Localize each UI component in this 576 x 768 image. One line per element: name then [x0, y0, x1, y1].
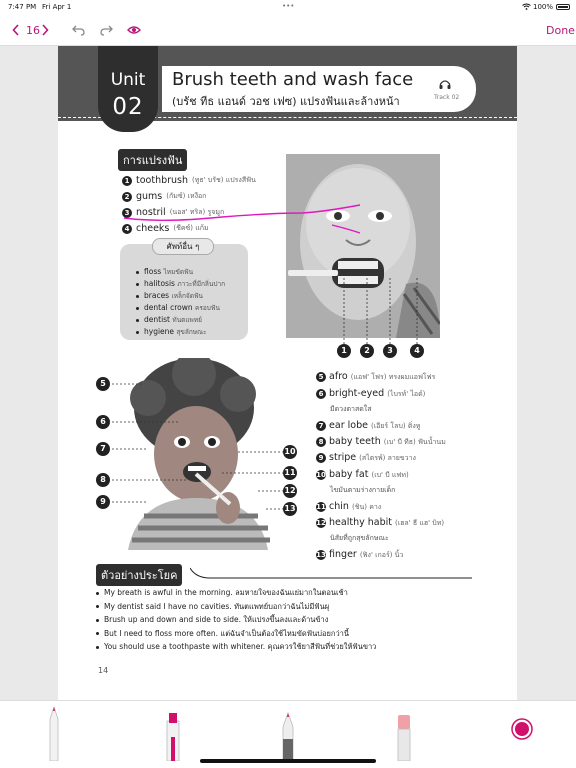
prev-page-icon[interactable]: [12, 14, 20, 46]
vocab-number: 9: [316, 453, 326, 463]
other-word-th: ทันตแพทย์: [172, 316, 202, 324]
other-word: halitosis: [144, 279, 175, 288]
multitasking-dots-icon[interactable]: •••: [282, 2, 295, 10]
vocab-word: baby teeth: [329, 436, 381, 447]
vocab-pron: (ไบรท์' ไอด์): [387, 390, 426, 398]
other-word: floss: [144, 267, 162, 276]
vocab-number: 8: [316, 437, 326, 447]
list-item: [96, 600, 376, 614]
redo-icon[interactable]: [99, 14, 113, 46]
unit-label: Unit: [110, 70, 146, 90]
other-word: hygiene: [144, 327, 175, 336]
callout-3: 3: [383, 344, 397, 358]
status-time: 7:47 PM: [8, 3, 37, 11]
vocab-word: ear lobe: [329, 420, 368, 431]
callout-2: 2: [360, 344, 374, 358]
pencil-tool-icon[interactable]: [280, 711, 296, 761]
list-item: [96, 613, 376, 627]
vocab-word: bright-eyed: [329, 388, 385, 399]
vocab-item: [316, 517, 444, 529]
vocab-item: [316, 371, 435, 383]
ink-annotation-stroke: [122, 201, 362, 261]
markup-toolbar: [0, 700, 576, 768]
list-item: [136, 278, 225, 290]
vocab-item: [316, 388, 425, 400]
page-number: 14: [98, 666, 109, 675]
list-item: [136, 302, 225, 314]
other-word-th: เหล็กจัดฟัน: [171, 292, 203, 300]
book-page: [58, 46, 517, 706]
list-item: [136, 326, 225, 338]
vocab-item: [316, 436, 446, 448]
callout-1: 1: [337, 344, 351, 358]
pen-tool-icon[interactable]: [46, 705, 62, 761]
vocab-pron: (เฮล' ธี แฮ' บิท): [395, 519, 445, 527]
vocab-number: 10: [316, 471, 326, 479]
callout-7: 7: [96, 442, 110, 456]
unit-title-box: [162, 66, 476, 112]
other-word-th: ภาวะที่มีกลิ่นปาก: [177, 280, 226, 288]
callout-6: 6: [96, 415, 110, 429]
vocab-number: 4: [122, 224, 132, 234]
examples-list: [96, 586, 376, 654]
list-item: [136, 290, 225, 302]
wifi-icon: [522, 3, 531, 12]
examples-section-label: ตัวอย่างประโยค: [96, 564, 182, 586]
other-word-th: ไหมขัดฟัน: [163, 268, 194, 276]
list-item: [96, 640, 376, 654]
vocab-pron: (ชีคซ์) แก้ม: [173, 224, 209, 232]
child-leader-lines: [108, 376, 288, 516]
other-word: dentist: [144, 315, 171, 324]
vocab-number: 5: [316, 372, 326, 382]
list-item: [136, 314, 225, 326]
battery-percent: 100%: [533, 3, 554, 11]
callout-4: 4: [410, 344, 424, 358]
list-item: [136, 266, 225, 278]
vocab-word: baby fat: [329, 469, 369, 480]
other-words-title: ศัพท์อื่น ๆ: [152, 238, 214, 255]
color-picker-icon[interactable]: [511, 718, 533, 740]
vocab-number: 1: [122, 176, 132, 186]
vocab-number: 12: [316, 519, 326, 527]
examples-underline: [190, 566, 472, 580]
vocab-item: [316, 469, 409, 481]
vocab-pron: (เบ' บี ทีธ) ฟันน้ำนม: [383, 438, 446, 446]
vocab-word: afro: [329, 371, 348, 382]
vocab-number: 6: [316, 389, 326, 399]
example-sentence: But I need to floss more often. แต่ฉันจำเป็นต้องใช้ไหมขัดฟันบ่อยกว่านี้: [104, 628, 349, 638]
vocab-item: [122, 175, 256, 186]
other-word-th: ครอบฟัน: [195, 304, 220, 312]
list-item: [96, 586, 376, 600]
vocab-number: 13: [316, 551, 326, 559]
callout-10: 10: [283, 445, 297, 459]
audio-track-label: Track 02: [434, 94, 460, 101]
status-bar: [0, 0, 576, 14]
status-date: Fri Apr 1: [42, 3, 72, 11]
vocab-number: 7: [316, 421, 326, 431]
reader-toolbar: [0, 14, 576, 46]
undo-icon[interactable]: [72, 14, 86, 46]
callout-11: 11: [283, 466, 297, 480]
vocab-item: [316, 452, 416, 464]
example-sentence: My dentist said I have no cavities. ทันตแพทย์บอกว่าฉันไม่มีฟันผุ: [104, 601, 330, 611]
vocab-number: 2: [122, 192, 132, 202]
callout-9: 9: [96, 495, 110, 509]
unit-title-th: (บรัช ทีธ แอนด์ วอช เฟซ) แปรงฟันและล้างหน้า: [172, 95, 400, 108]
photo1-leader-lines: [286, 276, 440, 346]
unit-number: 02: [112, 94, 144, 120]
vocab-pron: (ฟิง' เกอร์) นิ้ว: [359, 551, 404, 559]
vocab-word: toothbrush: [136, 175, 189, 186]
vocab-word: nostril: [136, 207, 166, 218]
vocab-pron: (เอียร์ โลบ) ติ่งหู: [370, 422, 421, 430]
highlighter-tool-icon[interactable]: [164, 711, 182, 761]
vocab-word: cheeks: [136, 223, 170, 234]
eraser-tool-icon[interactable]: [396, 713, 412, 761]
list-item: [96, 627, 376, 641]
home-indicator: [200, 759, 376, 763]
vocab-sub: ไขมันตามร่างกายเด็ก: [330, 486, 396, 494]
other-words-list: [136, 266, 225, 338]
vocab-number: 11: [316, 503, 326, 511]
vocab-pron: (กัมซ์) เหงือก: [166, 192, 207, 200]
vocab-number: 3: [122, 208, 132, 218]
eye-icon[interactable]: [127, 14, 141, 46]
vocab-pron: (นอส' ทริล) รูจมูก: [169, 208, 225, 216]
example-sentence: You should use a toothpaste with whitener. คุณควรใช้ยาสีฟันที่ช่วยให้ฟันขาว: [104, 642, 377, 651]
unit-title-en: Brush teeth and wash face: [172, 69, 414, 90]
unit-tab: [98, 46, 158, 132]
vocab-sub: มีดวงตาสดใส: [330, 405, 372, 413]
vocab-word: finger: [329, 549, 357, 560]
battery-icon: [556, 4, 570, 10]
vocab-pron: (ชิน) คาง: [351, 503, 382, 511]
vocab-word: healthy habit: [329, 517, 392, 528]
vocab-pron: (ทูธ' บรัช) แปรงสีฟัน: [192, 176, 256, 184]
other-word-th: สุขลักษณะ: [176, 328, 207, 336]
callout-12: 12: [283, 484, 297, 498]
vocab-word: gums: [136, 191, 163, 202]
vocab-pron: (สไตรพ์) ลายขวาง: [359, 454, 416, 462]
vocab-sub: นิสัยที่ถูกสุขลักษณะ: [330, 534, 389, 542]
other-word: dental crown: [144, 303, 193, 312]
vocab-word: chin: [329, 501, 349, 512]
vocab-pron: (เบ' บี แฟท): [371, 471, 409, 479]
next-page-icon[interactable]: [41, 14, 49, 46]
callout-13: 13: [283, 502, 297, 516]
other-word: braces: [144, 291, 170, 300]
callout-5: 5: [96, 377, 110, 391]
vocab-word: stripe: [329, 452, 357, 463]
example-sentence: Brush up and down and side to side. ให้แปรงขึ้นลงและด้านข้าง: [104, 615, 329, 624]
vocab-item: [316, 420, 420, 432]
callout-8: 8: [96, 473, 110, 487]
vocab-item: [316, 549, 403, 561]
done-button[interactable]: Done: [546, 23, 575, 37]
example-sentence: My breath is awful in the morning. ลมหายใจของฉันแย่มากในตอนเช้า: [104, 588, 348, 597]
vocab-pron: (แอฟ' โฟร) ทรงผมแอฟโฟร: [350, 373, 436, 381]
vocab-section-label: การแปรงฟัน: [118, 149, 187, 171]
headphones-icon[interactable]: [439, 79, 451, 89]
vocab-item: [316, 501, 381, 513]
page-number-indicator[interactable]: 16: [26, 23, 40, 37]
